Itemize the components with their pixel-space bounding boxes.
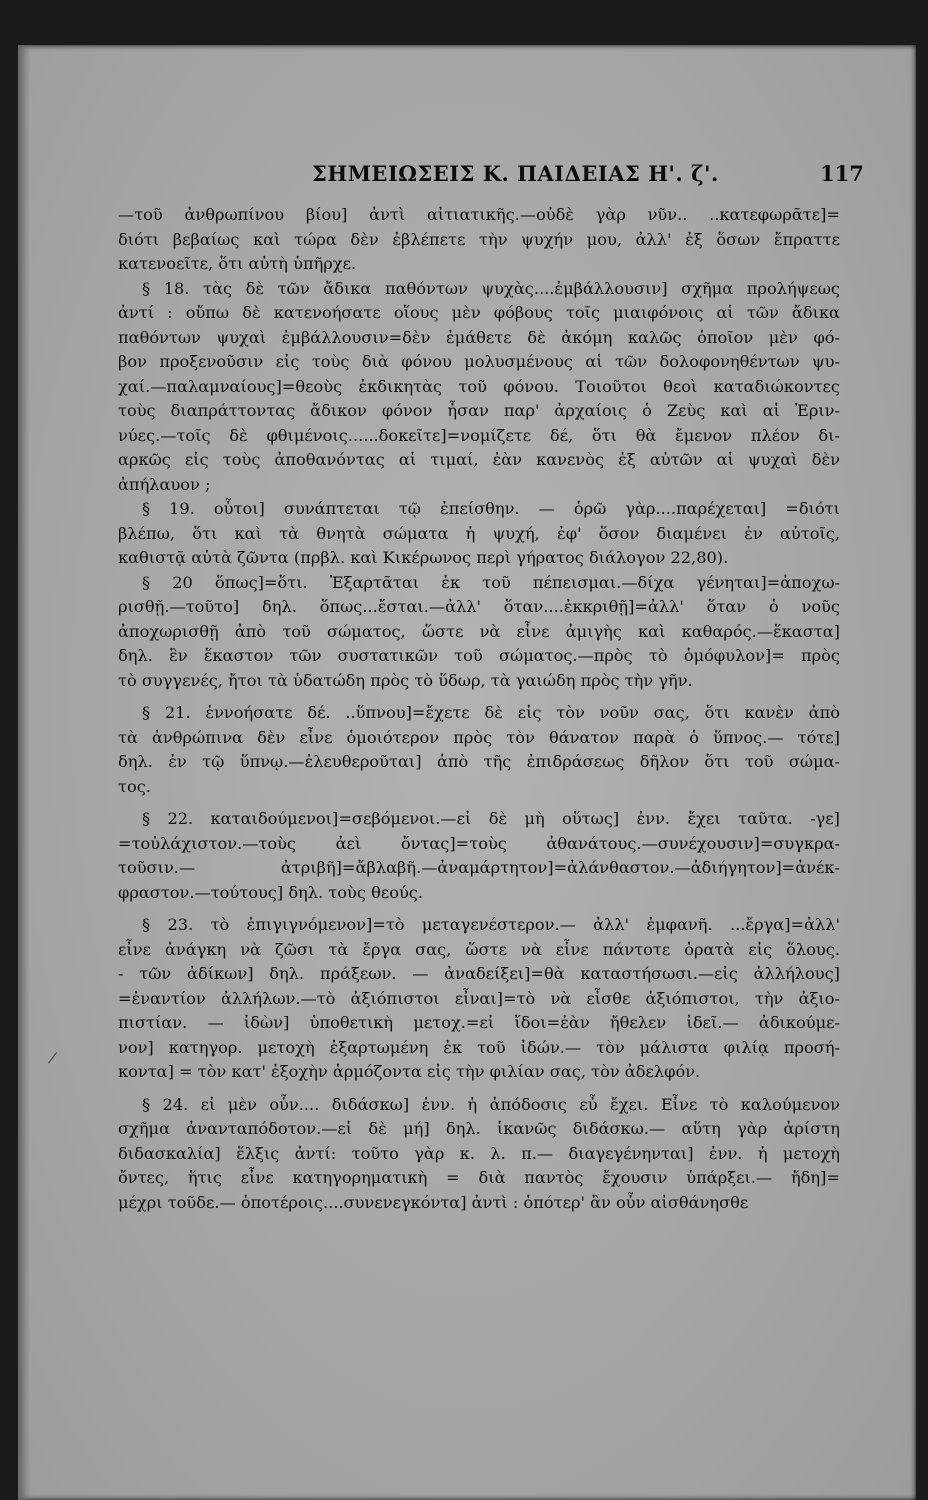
text-line: ἀντί : οὔπω δὲ κατενοήσατε οἵους μὲν φόβους τοῖς μιαιφόνοις αἱ τῶν ἄδικα: [118, 303, 840, 322]
text-line: δηλ. ἐν τῷ ὕπνῳ.—ἐλευθεροῦται] ἀπὸ τῆς ἐπιδράσεως δῆλον ὅτι τοῦ σώμα-: [118, 752, 840, 771]
text-line: ἀποχωρισθῇ ἀπὸ τοῦ σώματος, ὥστε νὰ εἶνε ἀμιγὴς καὶ καθαρός.—ἕκαστα]: [118, 621, 840, 641]
page-number: 117: [820, 161, 864, 186]
text-line: § 23. τὸ ἐπιγιγνόμενον]=τὸ μεταγενέστερον.— ἀλλ' ἐμφανῆ. ...ἔργα]=ἀλλ': [142, 915, 840, 934]
text-line: διότι βεβαίως καὶ τώρα δὲν ἐβλέπετε τὴν ψυχήν μου, ἀλλ' ἐξ ὅσων ἔπραττε: [118, 229, 840, 249]
text-line: —τοῦ ἀνθρωπίνου βίου] ἀντὶ αἰτιατικῆς.—οὐδὲ γὰρ νῦν.. ..κατεφωρᾶτε]=: [118, 205, 840, 224]
page-header: [18, 161, 916, 191]
text-line: νύες.—τοῖς δὲ φθιμένοις......δοκεῖτε]=νομίζετε δέ, ὅτι θὰ ἔμενον πλέον δι-: [118, 425, 840, 445]
paragraph: [118, 807, 840, 905]
text-line: κοντα] = τὸν κατ' ἐξοχὴν ἁρμόζοντα εἰς τὴν φιλίαν σας, τὸν ἀδελφόν.: [118, 1062, 701, 1081]
text-line: πιστίαν. — ἰδὼν] ὑποθετικὴ μετοχ.=εἰ ἴδοι=ἐὰν ἤθελεν ἰδεῖ.— ἀδικούμε-: [118, 1013, 840, 1032]
text-line: διδασκαλία] ἕλξις ἀντί: τοῦτο γὰρ κ. λ. π.— διαγεγένηνται] ἐνν. ἡ μετοχὴ: [118, 1143, 840, 1163]
text-line: - τῶν ἀδίκων] δηλ. πράξεων. — ἀναδείξει]=θὰ καταστήσωσι.—εἰς ἀλλήλους]: [118, 964, 840, 983]
text-line: § 18. τὰς δὲ τῶν ἄδικα παθόντων ψυχὰς....ἐμβάλλουσιν] σχῆμα προλήψεως: [142, 278, 840, 298]
text-line: τὸ συγγενές, ἤτοι τὰ ὑδατώδη πρὸς τὸ ὕδωρ, τὰ γαιώδη πρὸς τὴν γῆν.: [118, 670, 693, 690]
text-line: τος.: [118, 776, 151, 796]
text-line: φραστον.—τούτους] δηλ. τοὺς θεούς.: [118, 882, 423, 902]
text-line: δηλ. ἓν ἕκαστον τῶν συστατικῶν τοῦ σώματος.—πρὸς τὸ ὁμόφυλον]= πρὸς: [118, 646, 840, 665]
text-line: ὄντες, ἥτις εἶνε κατηγορηματικὴ = διὰ παντὸς ἔχουσιν ὑπάρξει.— ἤδη]=: [118, 1168, 840, 1187]
text-line: αρκῶς εἰς τοὺς ἀποθανόντας αἱ τιμαί, ἐὰν κανενὸς ἐξ αὐτῶν αἱ ψυχαὶ δὲν: [118, 450, 840, 469]
text-line: εἶνε ἀνάγκη νὰ ζῶσι τὰ ἔργα σας, ὥστε νὰ εἶνε πάντοτε ὁρατὰ εἰς ὅλους.: [118, 939, 840, 959]
text-line: τοῦσιν.— ἀτριβῆ]=ἄβλαβῆ.—ἀναμάρτητον]=ἀλάνθαστον.—ἀδιήγητον]=ἀνέκ-: [118, 858, 840, 877]
text-line: § 20 ὅπως]=ὅτι. Ἐξαρτᾶται ἐκ τοῦ πέπεισμαι.—δίχα γένηται]=ἀποχω-: [142, 572, 840, 592]
paragraph-gap: [118, 693, 840, 701]
text-line: καθιστᾷ αὐτὰ ζῶντα (πρβλ. καὶ Κικέρωνος περὶ γήρατος διάλογον 22,80).: [118, 548, 729, 567]
margin-mark: /: [46, 1047, 59, 1068]
text-line: τοὺς διαπράττοντας ἄδικον φόνον ἦσαν παρ' ἀρχαίοις ὁ Ζεὺς καὶ αἱ Ἐριν-: [118, 401, 840, 420]
text-line: τὰ ἀνθρώπινα δὲν εἶνε ὁμοιότερον πρὸς τὸν θάνατον παρὰ ὁ ὕπνος.— τότε]: [118, 727, 840, 747]
paragraph-gap: [118, 1085, 840, 1093]
text-line: § 21. ἐννοήσατε δέ. ..ὕπνου]=ἔχετε δὲ εἰς τὸν νοῦν σας, ὅτι κανὲν ἀπὸ: [142, 703, 840, 722]
text-line: § 19. οὗτοι] συνάπτεται τῷ ἐπείσθην. — ὁρῶ γὰρ....παρέχεται] =διότι: [142, 499, 840, 518]
scanned-page: [18, 45, 916, 1500]
text-line: =ἐναντίον ἀλλήλων.—τὸ ἀξιόπιστοι εἶναι]=τὸ νὰ εἶσθε ἀξιόπιστοι, τὴν ἀξιο-: [118, 988, 840, 1008]
running-head: ΣΗΜΕΙΩΣΕΙΣ Κ. ΠΑΙΔΕΙΑΣ Η'. ζ'.: [312, 161, 719, 186]
text-line: =τοὐλάχιστον.—τοὺς ἀεὶ ὄντας]=τοὺς ἀθανάτους.—συνέχουσιν]=συγκρα-: [118, 833, 840, 853]
text-line: μέχρι τοῦδε.— ὁποτέροις....συνενεγκόντα] ἀντὶ : ὁπότερ' ἂν οὖν αἰσθάνησθε: [118, 1192, 749, 1212]
paragraph: [118, 1093, 840, 1216]
binding-shadow: [18, 45, 30, 1500]
text-line: § 24. εἰ μὲν οὖν.... διδάσκω] ἐνν. ἡ ἀπόδοσις εὖ ἔχει. Εἶνε τὸ καλούμενον: [142, 1094, 840, 1114]
text-line: ρισθῇ.—τοῦτο] δηλ. ὅπως...ἔσται.—ἀλλ' ὅταν....ἐκκριθῇ]=ἀλλ' ὅταν ὁ νοῦς: [118, 597, 840, 616]
paragraph: [118, 203, 840, 277]
paragraph: [118, 277, 840, 498]
text-line: § 22. καταιδούμενοι]=σεβόμενοι.—εἰ δὲ μὴ οὕτως] ἐνν. ἔχει ταῦτα. -γε]: [142, 809, 840, 828]
text-line: σχῆμα ἀνανταπόδοτον.—εἰ δὲ μή] δηλ. ἱκανῶς διδάσκω.— αὕτη γὰρ ἀρίστη: [118, 1119, 840, 1138]
text-line: νον] κατηγορ. μετοχὴ ἐξαρτωμένη ἐκ τοῦ ἰδών.— τὸν μάλιστα φιλίᾳ προσή-: [118, 1037, 840, 1057]
paragraph: [118, 497, 840, 571]
paragraph-gap: [118, 799, 840, 807]
text-line: βλέπω, ὅτι καὶ τὰ θνητὰ σώματα ἡ ψυχή, ἐφ' ὅσον διαμένει ἐν αὐτοῖς,: [118, 523, 840, 543]
text-line: βον προξενοῦσιν εἰς τοὺς διὰ φόνου μολυσμένους αἱ τῶν δολοφονηθέντων ψυ-: [118, 352, 840, 371]
body-text: [118, 203, 840, 1215]
text-line: ἀπήλαυον ;: [118, 474, 211, 494]
paragraph-gap: [118, 905, 840, 913]
paragraph: [118, 913, 840, 1085]
paragraph: [118, 701, 840, 799]
paragraph: [118, 571, 840, 694]
text-line: χαί.—παλαμναίους]=θεοὺς ἐκδικητὰς τοῦ φόνου. Τοιοῦτοι θεοὶ καταδιώκοντες: [118, 376, 840, 396]
text-line: παθόντων ψυχαὶ ἐμβάλλουσιν=δὲν ἐμάθετε δὲ ἀκόμη καλῶς ὁποῖον μὲν φό-: [118, 327, 840, 347]
text-line: κατενοεῖτε, ὅτι αὐτὴ ὑπῆρχε.: [118, 254, 357, 273]
